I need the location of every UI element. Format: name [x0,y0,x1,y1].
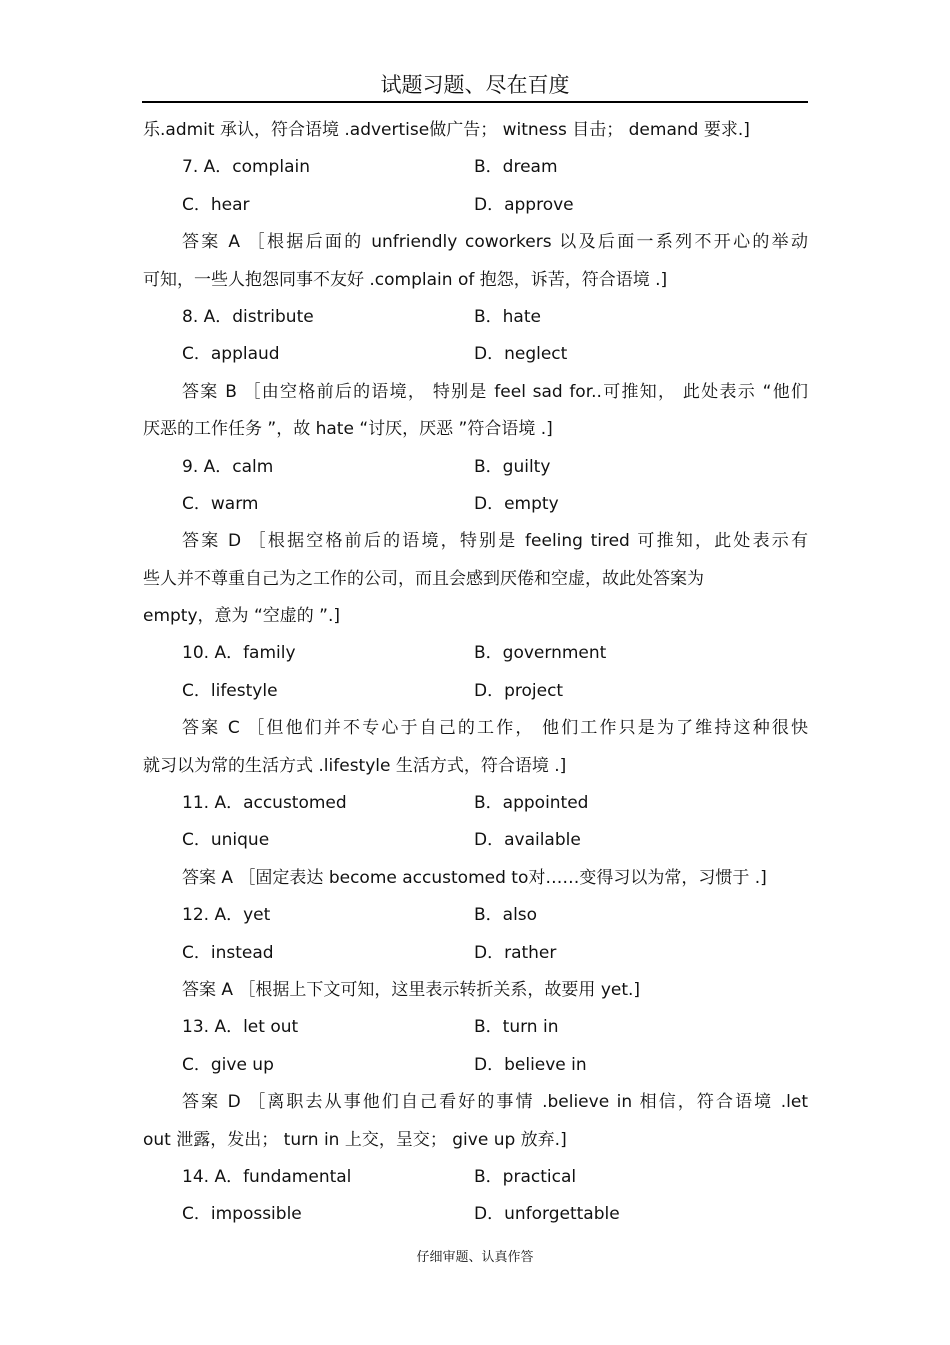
page-footer: 仔细审题、认真作答 [416,1250,534,1265]
option-left: 9. A．calm [182,456,274,477]
option-row [143,1196,808,1233]
option-right: D．believe in [474,1054,587,1075]
option-left: C．lifestyle [182,680,278,701]
option-right: B．practical [474,1166,577,1187]
option-left: 13. A．let out [182,1017,299,1038]
option-right: D．empty [474,493,559,514]
answer-line: 答案 D ［根据空格前后的语境，特别是 feeling tired 可推知，此处表示有 [182,531,808,552]
document-body [143,112,808,1234]
option-left: 12. A．yet [182,905,271,926]
header-rule [142,101,808,103]
option-right: B．also [474,905,538,926]
option-right: B．hate [474,306,541,327]
option-left: 7. A．complain [182,157,310,178]
option-left: C．warm [182,493,259,514]
option-left: 11. A．accustomed [182,793,347,814]
text-line: 乐.admit 承认，符合语境 .advertise做广告； witness 目击； demand 要求.] [143,120,750,140]
option-row [143,449,808,486]
option-right: B．dream [474,157,558,178]
option-right: D．available [474,830,581,851]
option-right: D．neglect [474,344,568,365]
option-row [143,336,808,373]
option-right: B．appointed [474,793,589,814]
option-row [143,1047,808,1084]
option-row [143,1009,808,1046]
option-row [143,635,808,672]
option-right: D．rather [474,942,557,963]
option-left: 10. A．family [182,643,296,664]
answer-line: 答案 B ［由空格前后的语境， 特别是 feel sad for..可推知， 此处表示 “他们 [182,381,808,402]
answer-line: 答案 A ［固定表达 become accustomed to对……变得习以为常，习惯于 .] [182,867,767,888]
text-line: 可知，一些人抱怨同事不友好 .complain of 抱怨，诉苦，符合语境 .] [143,269,668,290]
option-left: C．give up [182,1054,274,1075]
option-left: C．unique [182,830,270,851]
option-row [143,785,808,822]
option-left: C．hear [182,194,250,215]
text-line: 厌恶的工作任务 ”，故 hate “讨厌，厌恶 ”符合语境 .] [143,419,553,440]
option-row [143,897,808,934]
option-row [143,1159,808,1196]
option-right: D．unforgettable [474,1204,620,1225]
option-row [143,935,808,972]
option-right: B．turn in [474,1017,559,1038]
option-row [143,486,808,523]
answer-line: 答案 A ［根据上下文可知，这里表示转折关系，故要用 yet.] [182,979,641,1000]
text-line: 就习以为常的生活方式 .lifestyle 生活方式，符合语境 .] [143,755,567,776]
option-row [143,187,808,224]
answer-line: 答案 D ［离职去从事他们自己看好的事情 .believe in 相信，符合语境 .let [182,1092,808,1113]
option-row [143,299,808,336]
page-header-title: 试题习题、尽在百度 [380,73,570,97]
option-right: B．government [474,643,607,664]
option-left: C．applaud [182,344,280,365]
text-line: out 泄露，发出； turn in 上交，呈交； give up 放弃.] [143,1129,567,1150]
option-right: B．guilty [474,456,551,477]
option-left: C．impossible [182,1204,302,1225]
option-row [143,149,808,186]
option-row [143,673,808,710]
text-line: 些人并不尊重自己为之工作的公司，而且会感到厌倦和空虚，故此处答案为 [143,568,704,589]
answer-line: 答案 A ［根据后面的 unfriendly coworkers 以及后面一系列不开心的举动 [182,232,808,253]
option-row [143,822,808,859]
text-line: empty，意为 “空虚的 ”.] [143,606,340,627]
answer-line: 答案 C ［但他们并不专心于自己的工作， 他们工作只是为了维持这种很快 [182,718,808,739]
option-left: C．instead [182,942,274,963]
option-left: 8. A．distribute [182,306,314,327]
option-left: 14. A．fundamental [182,1166,352,1187]
option-right: D．project [474,680,564,701]
option-right: D．approve [474,194,574,215]
